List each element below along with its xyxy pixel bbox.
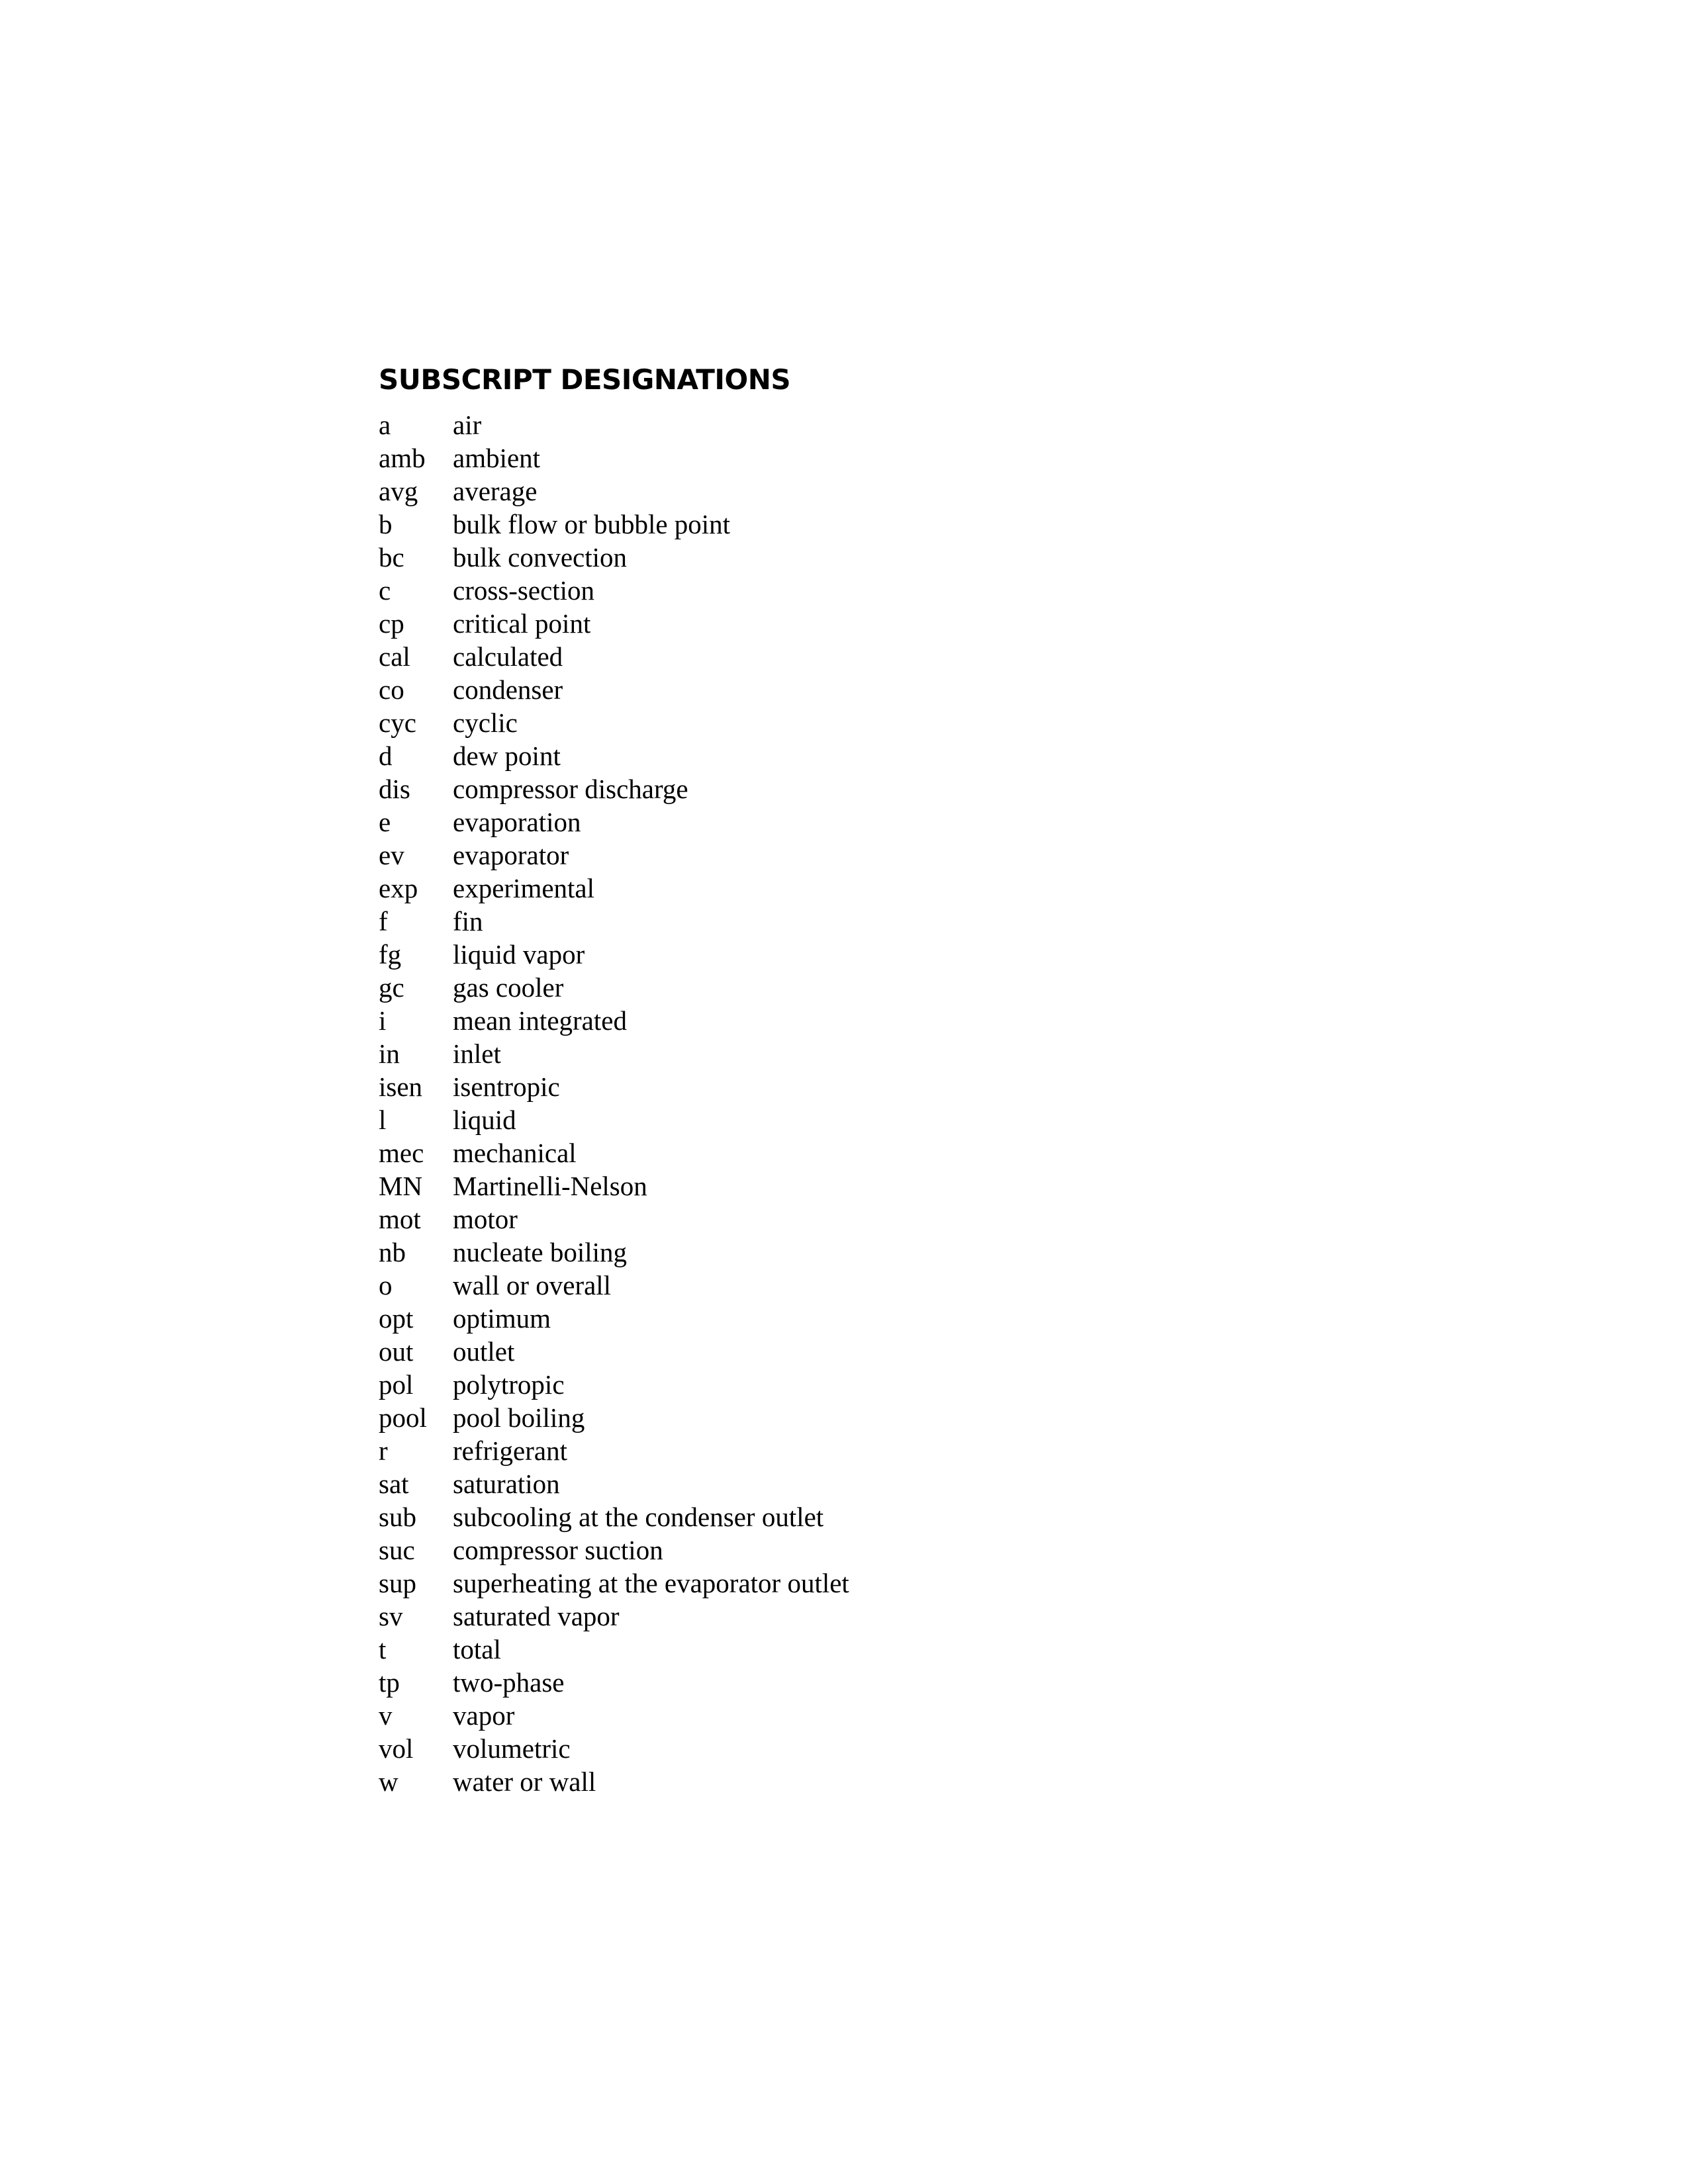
subscript-meaning: nucleate boiling — [453, 1237, 627, 1267]
list-item — [379, 706, 1372, 739]
list-item — [379, 1500, 1372, 1533]
list-item — [379, 1765, 1372, 1798]
list-item — [379, 640, 1372, 673]
subscript-symbol: fg — [379, 939, 402, 970]
list-item — [379, 1203, 1372, 1236]
subscript-symbol: sat — [379, 1469, 409, 1499]
subscript-meaning: experimental — [453, 873, 595, 903]
list-item — [379, 1633, 1372, 1666]
list-item — [379, 872, 1372, 905]
subscript-symbol: pool — [379, 1402, 427, 1433]
subscript-symbol: cp — [379, 608, 404, 639]
list-item — [379, 441, 1372, 475]
list-item — [379, 1302, 1372, 1335]
list-item — [379, 739, 1372, 772]
list-item — [379, 1368, 1372, 1401]
list-item — [379, 905, 1372, 938]
list-item — [379, 1335, 1372, 1368]
subscript-symbol: sup — [379, 1568, 416, 1598]
subscript-meaning: total — [453, 1634, 501, 1664]
subscript-symbol: MN — [379, 1171, 423, 1201]
subscript-symbol: cyc — [379, 707, 416, 738]
subscript-symbol: e — [379, 807, 391, 837]
subscript-symbol: a — [379, 410, 391, 440]
subscript-symbol: opt — [379, 1303, 414, 1334]
subscript-meaning: cyclic — [453, 707, 518, 738]
subscript-symbol: c — [379, 575, 391, 606]
subscript-list — [379, 408, 1372, 1798]
list-item — [379, 1666, 1372, 1699]
list-item — [379, 1467, 1372, 1500]
list-item — [379, 772, 1372, 805]
list-item — [379, 408, 1372, 441]
subscript-meaning: inlet — [453, 1038, 501, 1069]
subscript-designations-section — [379, 359, 1372, 1798]
subscript-symbol: nb — [379, 1237, 406, 1267]
subscript-meaning: gas cooler — [453, 972, 564, 1003]
subscript-meaning: optimum — [453, 1303, 551, 1334]
subscript-symbol: suc — [379, 1535, 415, 1565]
list-item — [379, 1434, 1372, 1467]
list-item — [379, 1401, 1372, 1434]
subscript-symbol: exp — [379, 873, 418, 903]
subscript-symbol: f — [379, 906, 388, 936]
list-item — [379, 541, 1372, 574]
list-item — [379, 1103, 1372, 1136]
list-item — [379, 673, 1372, 706]
subscript-meaning: liquid vapor — [453, 939, 585, 970]
subscript-meaning: superheating at the evaporator outlet — [453, 1568, 849, 1598]
subscript-meaning: evaporation — [453, 807, 581, 837]
subscript-symbol: sub — [379, 1502, 416, 1532]
subscript-meaning: outlet — [453, 1336, 515, 1367]
subscript-symbol: tp — [379, 1667, 400, 1698]
list-item — [379, 1169, 1372, 1203]
subscript-symbol: ev — [379, 840, 404, 870]
list-item — [379, 805, 1372, 839]
subscript-symbol: dis — [379, 774, 410, 804]
subscript-symbol: vol — [379, 1733, 414, 1764]
list-item — [379, 971, 1372, 1004]
subscript-meaning: dew point — [453, 741, 561, 771]
subscript-meaning: wall or overall — [453, 1270, 612, 1300]
subscript-symbol: out — [379, 1336, 414, 1367]
subscript-meaning: polytropic — [453, 1369, 565, 1400]
subscript-meaning: condenser — [453, 674, 563, 705]
subscript-symbol: d — [379, 741, 393, 771]
subscript-meaning: evaporator — [453, 840, 569, 870]
subscript-meaning: mechanical — [453, 1138, 577, 1168]
list-item — [379, 475, 1372, 508]
subscript-meaning: liquid — [453, 1105, 516, 1135]
subscript-symbol: gc — [379, 972, 404, 1003]
subscript-symbol: w — [379, 1766, 399, 1797]
subscript-meaning: critical point — [453, 608, 591, 639]
subscript-meaning: vapor — [453, 1700, 515, 1731]
subscript-symbol: o — [379, 1270, 393, 1300]
list-item — [379, 1136, 1372, 1169]
subscript-meaning: bulk convection — [453, 542, 628, 572]
list-item — [379, 1070, 1372, 1103]
subscript-meaning: water or wall — [453, 1766, 596, 1797]
list-item — [379, 1732, 1372, 1765]
subscript-meaning: Martinelli-Nelson — [453, 1171, 647, 1201]
subscript-symbol: isen — [379, 1071, 423, 1102]
subscript-meaning: volumetric — [453, 1733, 571, 1764]
list-item — [379, 1600, 1372, 1633]
subscript-meaning: fin — [453, 906, 483, 936]
subscript-symbol: sv — [379, 1601, 403, 1631]
subscript-symbol: mot — [379, 1204, 421, 1234]
subscript-symbol: i — [379, 1005, 387, 1036]
subscript-symbol: amb — [379, 443, 426, 473]
subscript-symbol: co — [379, 674, 404, 705]
list-item — [379, 1533, 1372, 1567]
subscript-meaning: mean integrated — [453, 1005, 627, 1036]
list-item — [379, 574, 1372, 607]
list-item — [379, 938, 1372, 971]
subscript-symbol: b — [379, 509, 393, 539]
subscript-meaning: two-phase — [453, 1667, 565, 1698]
list-item — [379, 839, 1372, 872]
list-item — [379, 1699, 1372, 1732]
list-item — [379, 1567, 1372, 1600]
list-item — [379, 1236, 1372, 1269]
subscript-symbol: v — [379, 1700, 393, 1731]
subscript-symbol: in — [379, 1038, 400, 1069]
subscript-meaning: calculated — [453, 641, 563, 672]
list-item — [379, 1037, 1372, 1070]
subscript-meaning: ambient — [453, 443, 541, 473]
subscript-symbol: bc — [379, 542, 404, 572]
list-item — [379, 1269, 1372, 1302]
subscript-symbol: r — [379, 1435, 388, 1466]
subscript-meaning: saturation — [453, 1469, 560, 1499]
subscript-meaning: compressor suction — [453, 1535, 663, 1565]
subscript-symbol: l — [379, 1105, 387, 1135]
subscript-meaning: subcooling at the condenser outlet — [453, 1502, 824, 1532]
list-item — [379, 508, 1372, 541]
subscript-symbol: avg — [379, 476, 418, 506]
subscript-meaning: pool boiling — [453, 1402, 585, 1433]
subscript-symbol: pol — [379, 1369, 414, 1400]
subscript-meaning: motor — [453, 1204, 518, 1234]
subscript-meaning: average — [453, 476, 538, 506]
subscript-meaning: isentropic — [453, 1071, 560, 1102]
subscript-symbol: mec — [379, 1138, 424, 1168]
subscript-meaning: saturated vapor — [453, 1601, 620, 1631]
subscript-meaning: compressor discharge — [453, 774, 688, 804]
list-item — [379, 1004, 1372, 1037]
subscript-symbol: t — [379, 1634, 387, 1664]
subscript-meaning: bulk flow or bubble point — [453, 509, 731, 539]
subscript-meaning: refrigerant — [453, 1435, 567, 1466]
list-item — [379, 607, 1372, 640]
subscript-symbol: cal — [379, 641, 410, 672]
subscript-meaning: air — [453, 410, 482, 440]
subscript-meaning: cross-section — [453, 575, 595, 606]
section-heading: SUBSCRIPT DESIGNATIONS — [379, 363, 791, 396]
